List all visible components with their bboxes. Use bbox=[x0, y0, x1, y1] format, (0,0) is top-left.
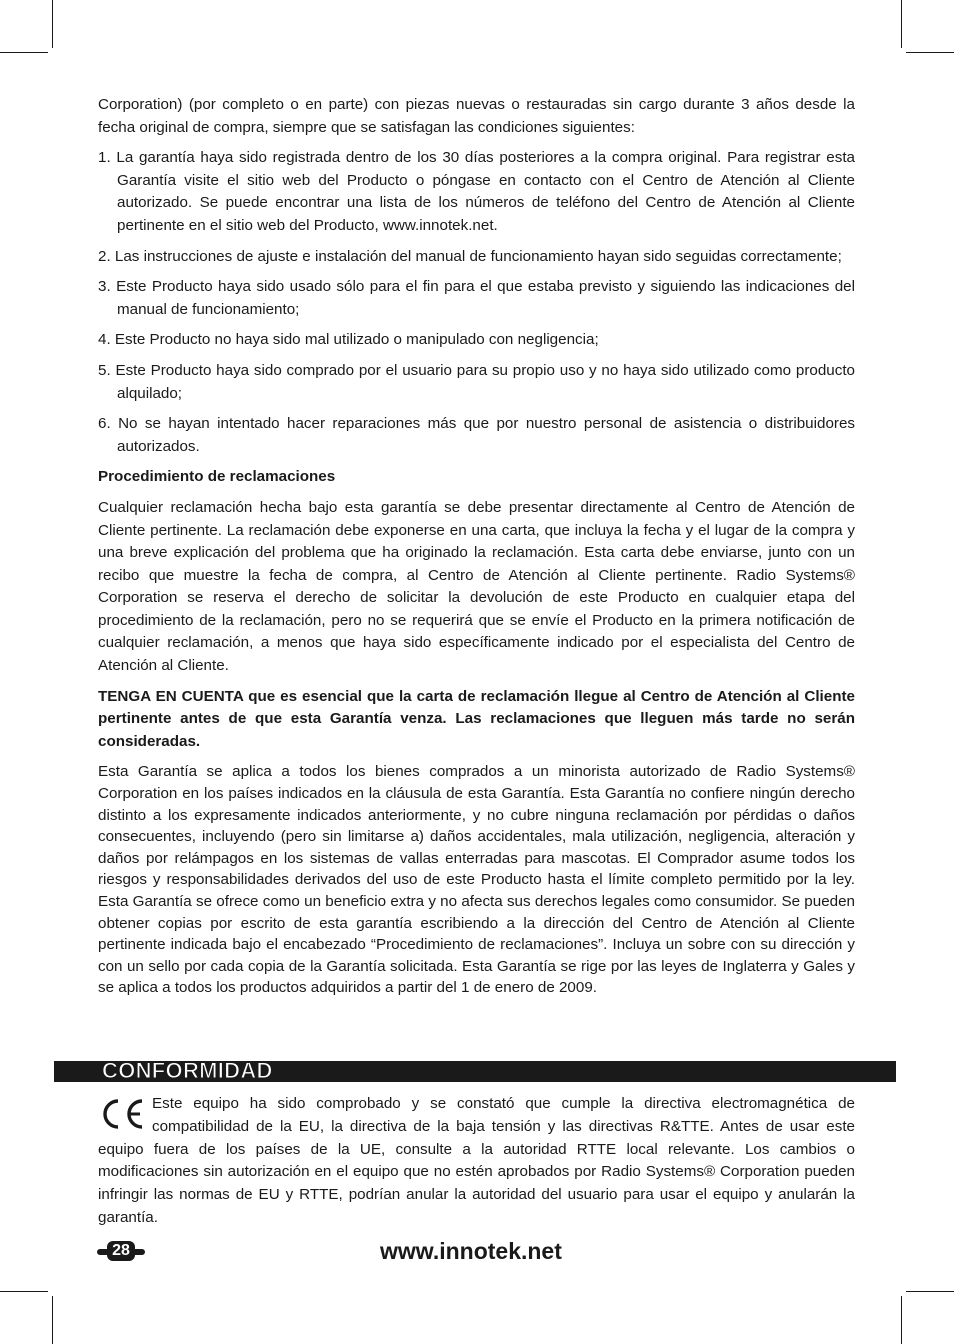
condition-item: 2. Las instrucciones de ajuste e instalación del manual de funcionamiento hayan sido seguidas correctamente; bbox=[98, 247, 842, 265]
crop-mark bbox=[901, 0, 902, 48]
crop-mark bbox=[906, 52, 954, 53]
condition-item: 6. No se hayan intentado hacer reparaciones más que por nuestro personal de asistencia o distribuidores autorizados. bbox=[98, 415, 855, 455]
section-title: CONFORMIDAD bbox=[102, 1058, 273, 1083]
condition-item: 5. Este Producto haya sido comprado por el usuario para su propio uso y no haya sido utilizado como producto alquilado; bbox=[98, 361, 855, 402]
warranty-content bbox=[98, 94, 855, 1007]
claims-body: Cualquier reclamación hecha bajo esta garantía se debe presentar directamente al Centro de Atención de Cliente pertinente. La reclamación debe exponerse en una carta, que incluya la fecha y el lugar de la compra y una breve explicación del problema que ha originado la reclamación. Esta carta debe enviarse, junto con un recibo que muestre la fecha de compra, al Centro de Atención al Cliente pertinente. Radio Systems® Corporation se reserva el derecho de solicitar la devolución de este Producto en cualquier etapa del procedimiento de la reclamación, pero no se requerirá que se envíe el Producto en la primera notificación de cualquier reclamación, a menos que haya sido específicamente indicado por el especialista del Centro de Atención al Cliente. bbox=[98, 498, 855, 675]
ce-mark-icon bbox=[98, 1097, 146, 1131]
crop-mark bbox=[901, 1296, 902, 1344]
claims-title: Procedimiento de reclamaciones bbox=[98, 468, 336, 486]
crop-mark bbox=[52, 0, 53, 48]
claims-note: TENGA EN CUENTA que es esencial que la carta de reclamación llegue al Centro de Atención al Cliente pertinente antes de que esta Garantía venza. Las reclamaciones que lleguen más tarde no serán consideradas. bbox=[98, 687, 855, 750]
page-number: 28 bbox=[107, 1241, 135, 1261]
intro-paragraph: Corporation) (por completo o en parte) con piezas nuevas o restauradas sin cargo durante 3 años desde la fecha original de compra, siempre que se satisfagan las condiciones siguientes: bbox=[98, 96, 855, 136]
page-number-badge bbox=[97, 1241, 145, 1261]
crop-mark bbox=[0, 52, 48, 53]
conformity-body: Este equipo ha sido comprobado y se constató que cumple la directiva electromagnética de compatibilidad de la EU, la directiva de la baja tensión y las directivas R&TTE. Antes de usar este equipo fuera de los países de la UE, consulte a la autoridad RTTE local relevante. Los cambios o modificaciones sin autorización en el equipo que no estén aprobados por Radio Systems® Corporation pueden infringir las normas de EU y RTTE, podrían anular la autoridad del usuario para usar el equipo y anularán la garantía. bbox=[98, 1095, 855, 1226]
crop-mark bbox=[0, 1291, 48, 1292]
condition-item: 1. La garantía haya sido registrada dentro de los 30 días posteriores a la compra original. Para registrar esta Garantía visite el sitio web del Producto o póngase en contacto con el Centro de Atención al Cliente autorizado. Se puede encontrar una lista de los números de teléfono del Centro de Atención al Cliente pertinente en el sitio web del Producto, www.innotek.net. bbox=[98, 149, 855, 234]
crop-mark bbox=[906, 1291, 954, 1292]
footer-url: www.innotek.net bbox=[380, 1238, 562, 1264]
crop-mark bbox=[52, 1296, 53, 1344]
condition-item: 3. Este Producto haya sido usado sólo para el fin para el que estaba previsto y siguiendo las indicaciones del manual de funcionamiento; bbox=[98, 278, 855, 318]
condition-item: 4. Este Producto no haya sido mal utilizado o manipulado con negligencia; bbox=[98, 331, 599, 349]
conformity-section bbox=[98, 1093, 855, 1230]
warranty-scope: Esta Garantía se aplica a todos los bienes comprados a un minorista autorizado de Radio Systems® Corporation en los países indicados en la cláusula de esta Garantía. Esta Garantía no confiere ningún derecho distinto a los expresamente indicados anteriormente, y no cubre ninguna reclamación por pérdidas o daños consecuentes, incluyendo (pero sin limitarse a) daños accidentales, mala utilización, negligencia, alteración y daños por relámpagos en los sistemas de vallas enterradas para mascotas. El Comprador asume todos los riesgos y responsabilidades derivados del uso de este Producto hasta el límite completo permitido por la ley. Esta Garantía se ofrece como un beneficio extra y no afecta sus derechos legales como consumidor. Se pueden obtener copias por escrito de esta garantía escribiendo a la dirección del Centro de Atención al Cliente pertinente indicada bajo el encabezado “Procedimiento de reclamaciones”. Incluya un sobre con su dirección y con un sello por cada copia de la Garantía solicitada. Esta Garantía se rige por las leyes de Inglaterra y Gales y se aplica a todos los productos adquiridos a partir del 1 de enero de 2009. bbox=[98, 763, 855, 997]
